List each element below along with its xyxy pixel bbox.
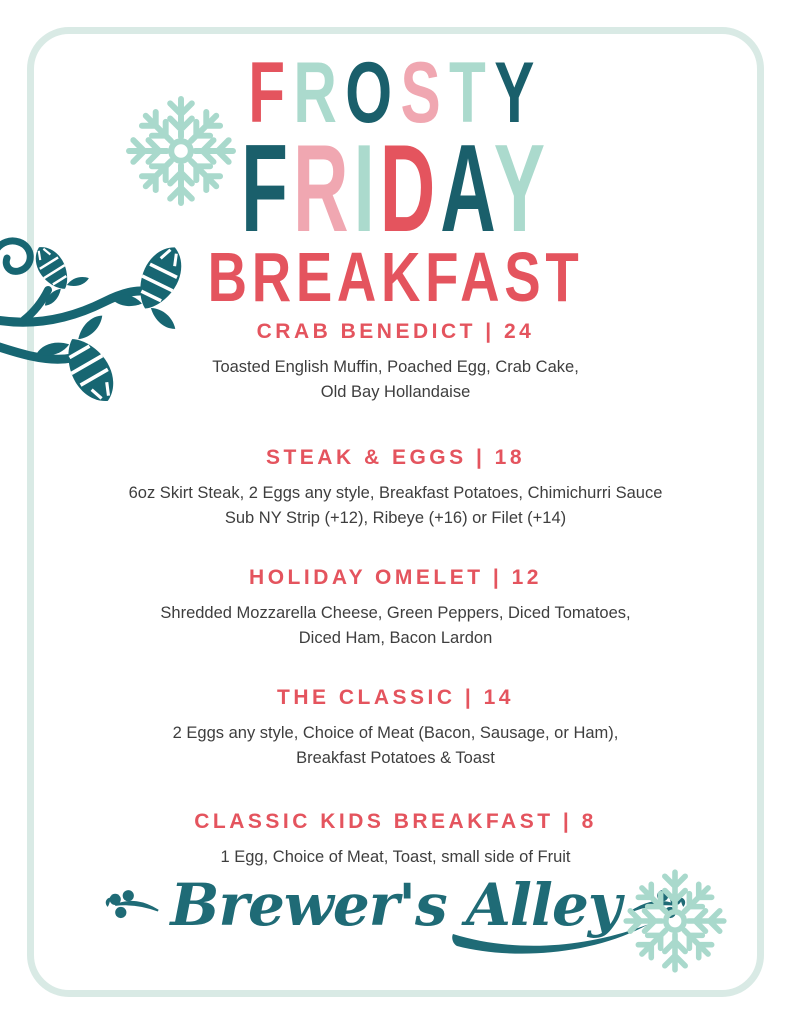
- menu-item-crab-benedict: [0, 320, 791, 405]
- item-description-line: Breakfast Potatoes & Toast: [296, 748, 495, 767]
- item-description-line: 6oz Skirt Steak, 2 Eggs any style, Breakfast Potatoes, Chimichurri Sauce: [128, 484, 663, 502]
- title-breakfast: BREAKFAST: [207, 238, 584, 317]
- menu-item-steak-eggs: [0, 446, 791, 531]
- item-description-line: 1 Egg, Choice of Meat, Toast, small side of Fruit: [220, 848, 571, 866]
- item-heading: THE CLASSIC | 14: [277, 686, 514, 709]
- item-description-line: Diced Ham, Bacon Lardon: [298, 628, 493, 647]
- item-heading: HOLIDAY OMELET | 12: [249, 566, 542, 589]
- menu-item-the-classic: [0, 686, 791, 771]
- item-heading: CLASSIC KIDS BREAKFAST | 8: [194, 810, 597, 833]
- snowflake-icon: [614, 860, 736, 982]
- item-description-line: Shredded Mozzarella Cheese, Green Peppers, Diced Tomatoes,: [160, 604, 631, 622]
- title-friday: FRIDAY: [241, 120, 550, 258]
- menu-item-holiday-omelet: [0, 566, 791, 651]
- item-description-line: Sub NY Strip (+12), Ribeye (+16) or Filet (+14): [224, 508, 567, 527]
- item-heading: STEAK & EGGS | 18: [265, 446, 526, 469]
- item-description-line: Toasted English Muffin, Poached Egg, Crab Cake,: [212, 358, 579, 376]
- title-block: [0, 45, 791, 317]
- hop-sprig-ornament-icon: [104, 886, 160, 924]
- item-description-line: 2 Eggs any style, Choice of Meat (Bacon, Sausage, or Ham),: [172, 724, 619, 742]
- title-frosty: FROSTY: [248, 45, 543, 141]
- item-heading: CRAB BENEDICT | 24: [256, 320, 535, 343]
- logo-text: Brewer's Alley: [170, 871, 621, 939]
- item-description-line: Old Bay Hollandaise: [320, 382, 471, 401]
